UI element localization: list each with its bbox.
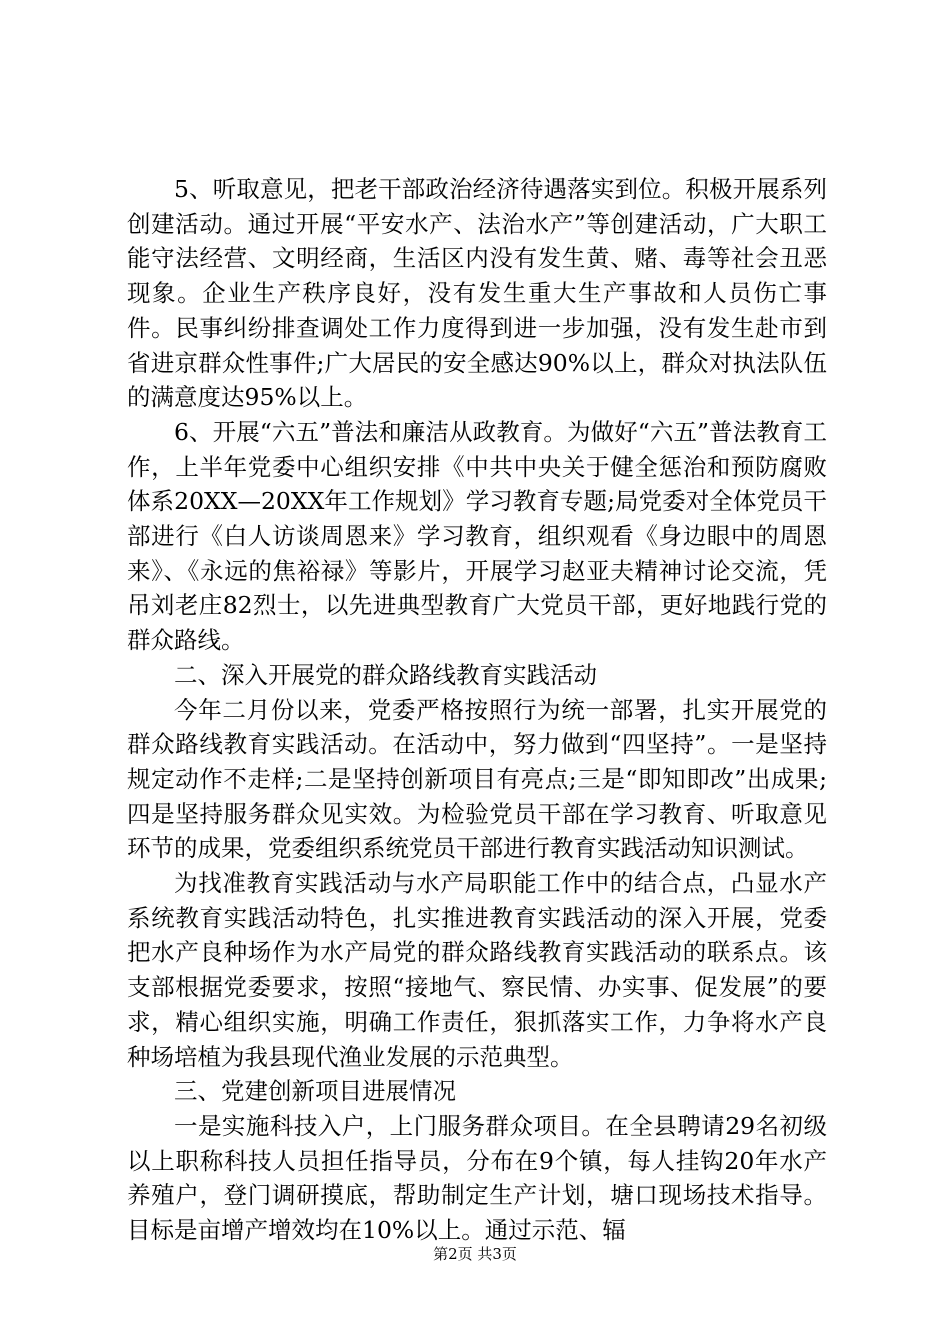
section-heading-2: 二、深入开展党的群众路线教育实践活动: [174, 660, 597, 689]
document-body: [127, 172, 827, 1248]
page-number-footer: 第2页 共3页: [433, 1245, 517, 1263]
section-heading-3: 三、党建创新项目进展情况: [174, 1077, 456, 1106]
paragraph-item-5: 5、听取意见，把老干部政治经济待遇落实到位。积极开展系列创建活动。通过开展“平安水产、法治水产”等创建活动，广大职工能守法经营、文明经商，生活区内没有发生黄、赌、毒等社会丑恶现象。企业生产秩序良好，没有发生重大生产事故和人员伤亡事件。民事纠纷排查调处工作力度得到进一步加强，没有发生赴市到省进京群众性事件;广大居民的安全感达90%以上，群众对执法队伍的满意度达95%以上。: [127, 175, 827, 412]
paragraph-item-6: 6、开展“六五”普法和廉洁从政教育。为做好“六五”普法教育工作，上半年党委中心组织安排《中共中央关于健全惩治和预防腐败体系20XX—20XX年工作规划》学习教育专题;局党委对全体党员干部进行《白人访谈周恩来》学习教育，组织观看《身边眼中的周恩来》、《永远的焦裕禄》等影片，开展学习赵亚夫精神讨论交流，凭吊刘老庄82烈士，以先进典型教育广大党员干部，更好地践行党的群众路线。: [127, 417, 827, 655]
paragraph-section-2-intro: 今年二月份以来，党委严格按照行为统一部署，扎实开展党的群众路线教育实践活动。在活动中，努力做到“四坚持”。一是坚持规定动作不走样;二是坚持创新项目有亮点;三是“即知即改”出成果;四是坚持服务群众见实效。为检验党员干部在学习教育、听取意见环节的成果，党委组织系统党员干部进行教育实践活动知识测试。: [127, 695, 827, 863]
paragraph-section-3-item-1: 一是实施科技入户，上门服务群众项目。在全县聘请29名初级以上职称科技人员担任指导员，分布在9个镇，每人挂钩20年水产养殖户，登门调研摸底，帮助制定生产计划，塘口现场技术指导。目标是亩增产增效均在10%以上。通过示范、辐: [127, 1111, 827, 1245]
paragraph-section-2-contact-point: 为找准教育实践活动与水产局职能工作中的结合点，凸显水产系统教育实践活动特色，扎实推进教育实践活动的深入开展，党委把水产良种场作为水产局党的群众路线教育实践活动的联系点。该支部根据党委要求，按照“接地气、察民情、办实事、促发展”的要求，精心组织实施，明确工作责任，狠抓落实工作，力争将水产良种场培植为我县现代渔业发展的示范典型。: [127, 869, 827, 1071]
